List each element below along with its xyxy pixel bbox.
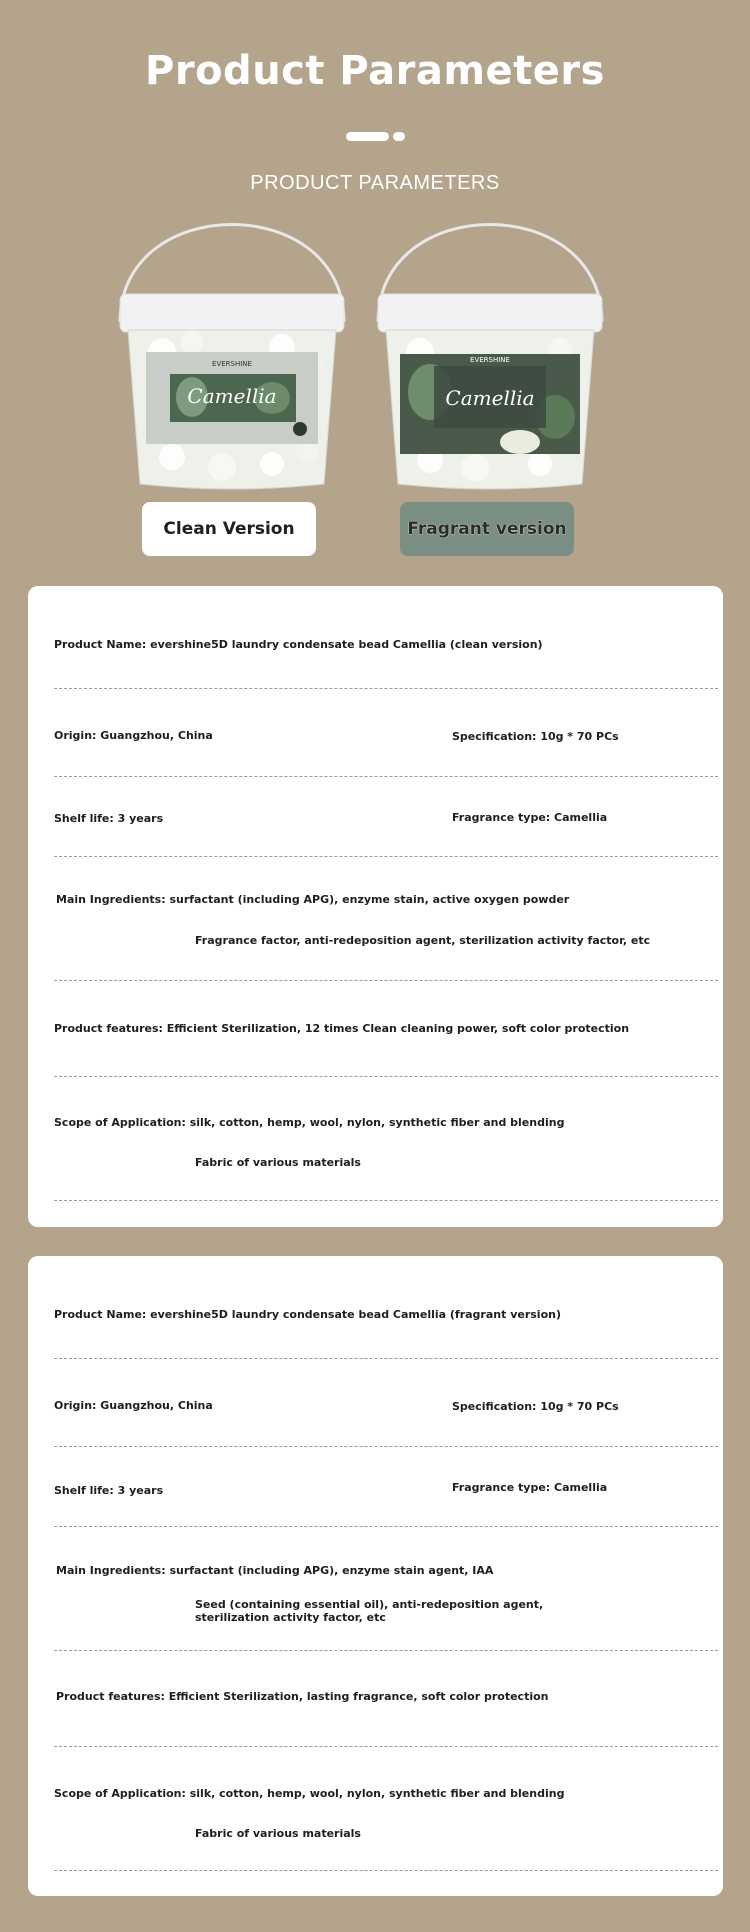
param-row-ingredients [54, 1526, 718, 1651]
clean-bucket-brand: EVERSHINE [212, 360, 252, 368]
title-divider-short [393, 132, 405, 141]
param-row-shelf-fragrance [54, 1446, 718, 1527]
ingredients-line-2: Seed (containing essential oil), anti-redeposition agent, sterilization activity factor, etc [195, 1598, 544, 1624]
scope-line-1: Scope of Application: silk, cotton, hemp, wool, nylon, synthetic fiber and blending [54, 1787, 565, 1800]
ingredients-line-1: Main Ingredients: surfactant (including APG), enzyme stain, active oxygen powder [56, 893, 570, 906]
features-text: Product features: Efficient Sterilization, 12 times Clean cleaning power, soft color protection [54, 1022, 630, 1035]
title-divider-long [346, 132, 389, 141]
product-name-text: Product Name: evershine5D laundry condensate bead Camellia (fragrant version) [54, 1308, 561, 1321]
scope-line-2: Fabric of various materials [195, 1156, 361, 1169]
clean-version-bucket-image [112, 202, 352, 492]
shelf-life-text: Shelf life: 3 years [54, 1484, 164, 1497]
ingredients-line-1: Main Ingredients: surfactant (including APG), enzyme stain agent, IAA [56, 1564, 494, 1577]
page-subtitle: PRODUCT PARAMETERS [250, 172, 500, 194]
ingredients-line-2: Fragrance factor, anti-redeposition agent, sterilization activity factor, etc [195, 934, 651, 947]
fragrant-bucket-brand: EVERSHINE [470, 356, 510, 364]
scope-line-1: Scope of Application: silk, cotton, hemp, wool, nylon, synthetic fiber and blending [54, 1116, 565, 1129]
shelf-life-text: Shelf life: 3 years [54, 812, 164, 825]
product-name-text: Product Name: evershine5D laundry condensate bead Camellia (clean version) [54, 638, 543, 651]
param-row-product-name [54, 1256, 718, 1359]
param-row-shelf-fragrance [54, 776, 718, 857]
param-row-scope [54, 1076, 718, 1201]
param-row-product-name [54, 586, 718, 689]
clean-bucket-script: Camellia [187, 384, 277, 408]
param-row-origin-spec [54, 688, 718, 777]
clean-version-parameters-card [28, 586, 723, 1227]
fragrant-bucket-script: Camellia [445, 386, 535, 410]
param-row-ingredients [54, 856, 718, 981]
fragrance-type-text: Fragrance type: Camellia [452, 1481, 608, 1494]
param-row-features [54, 1650, 718, 1747]
scope-line-2: Fabric of various materials [195, 1827, 361, 1840]
specification-text: Specification: 10g * 70 PCs [452, 1400, 619, 1413]
page-title: Product Parameters [145, 48, 605, 94]
origin-text: Origin: Guangzhou, China [54, 729, 213, 742]
param-row-origin-spec [54, 1358, 718, 1447]
param-row-scope [54, 1746, 718, 1871]
clean-version-button[interactable]: Clean Version [142, 502, 316, 556]
features-text: Product features: Efficient Sterilization, lasting fragrance, soft color protection [56, 1690, 549, 1703]
specification-text: Specification: 10g * 70 PCs [452, 730, 619, 743]
fragrant-version-bucket-image [370, 202, 610, 492]
origin-text: Origin: Guangzhou, China [54, 1399, 213, 1412]
fragrant-version-button[interactable]: Fragrant version [400, 502, 574, 556]
param-row-features [54, 980, 718, 1077]
fragrance-type-text: Fragrance type: Camellia [452, 811, 608, 824]
fragrant-version-parameters-card [28, 1256, 723, 1896]
